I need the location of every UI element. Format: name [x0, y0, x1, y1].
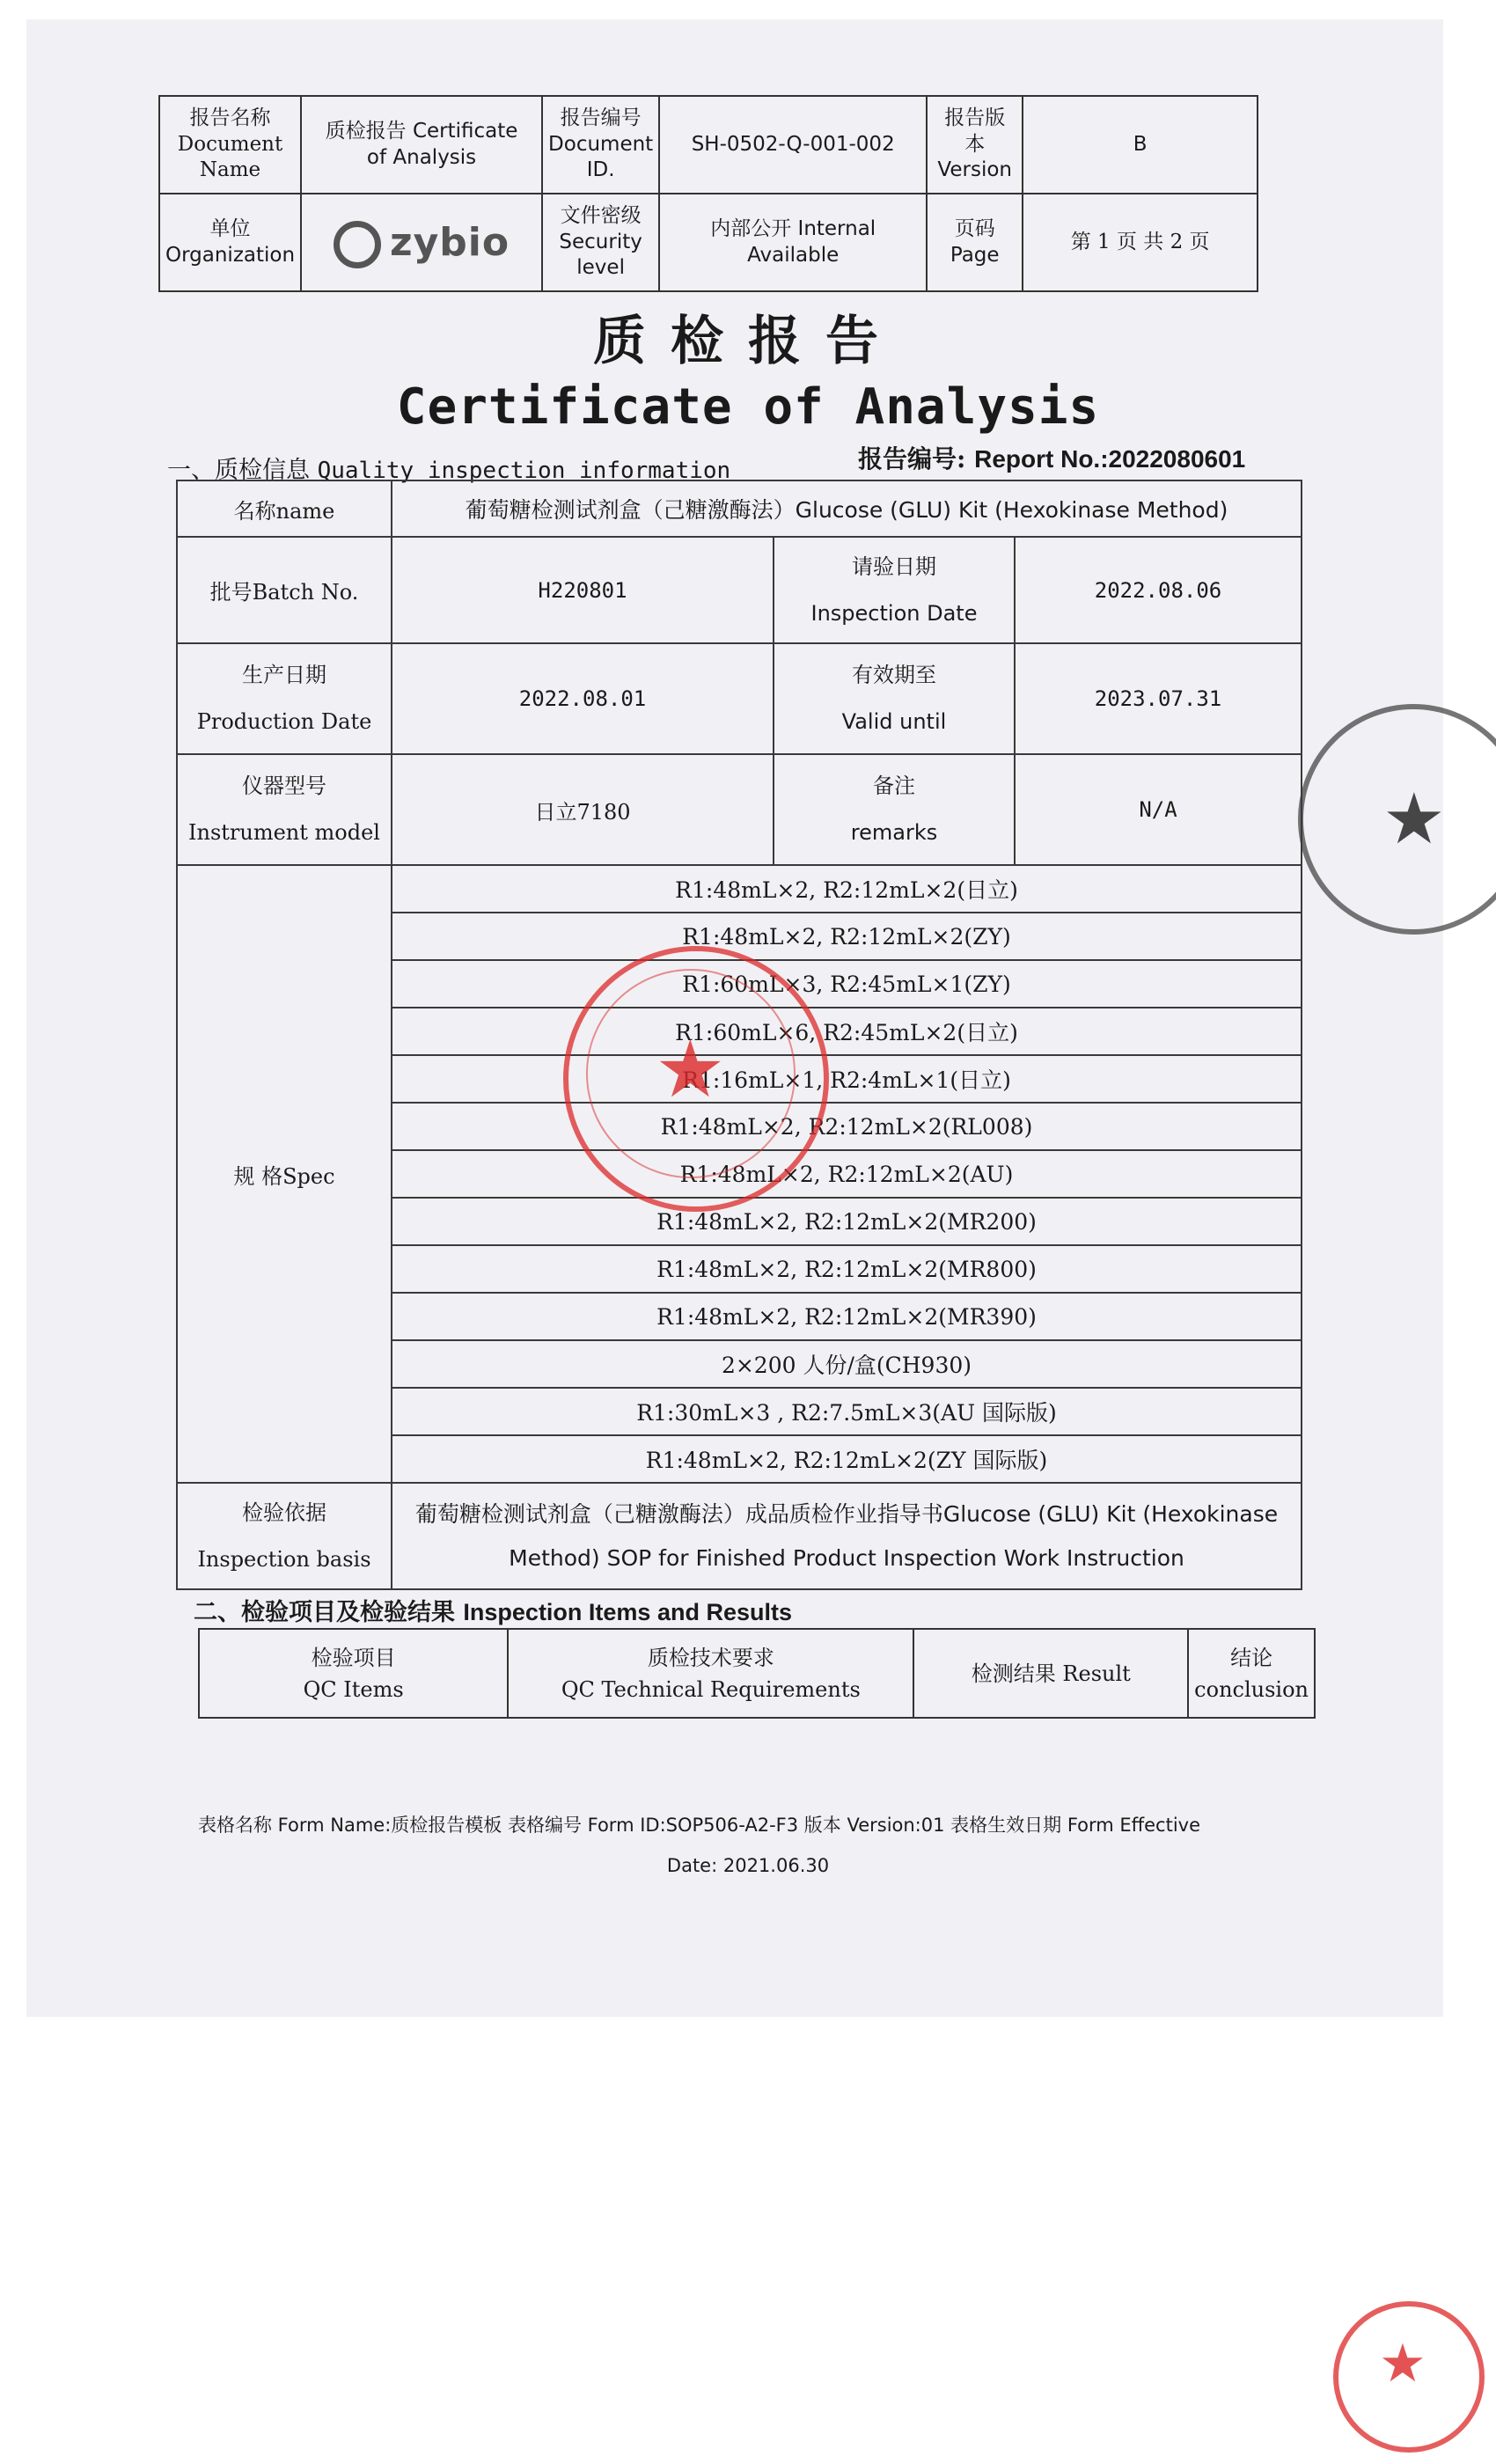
instrument-value: 日立7180 — [392, 754, 774, 865]
inspection-date-label-cn: 请验日期 — [852, 554, 936, 579]
org-logo-text: zybio — [389, 219, 510, 265]
inspection-date-label-en: Inspection Date — [810, 600, 978, 626]
title-en: Certificate of Analysis — [396, 378, 1100, 436]
basis-label — [177, 1483, 392, 1589]
spec-item: 2×200 人份/盒(CH930) — [392, 1340, 1302, 1388]
spec-item: R1:48mL×2, R2:12mL×2(RL008) — [392, 1103, 1302, 1150]
spec-item: R1:48mL×2, R2:12mL×2(MR390) — [392, 1293, 1302, 1340]
spec-item: R1:60mL×3, R2:45mL×1(ZY) — [392, 960, 1302, 1008]
spec-item: R1:60mL×6, R2:45mL×2(日立) — [392, 1008, 1302, 1055]
section1-prefix: 一、质检信息 — [167, 457, 310, 484]
seal-star-icon: ★ — [655, 1023, 726, 1116]
report-no-label: 报告编号: — [858, 444, 966, 473]
title-cn: 质检报告 — [593, 311, 903, 372]
instrument-label — [177, 754, 392, 865]
zybio-logo-icon — [334, 221, 381, 268]
qc-items-header: 检验项目 QC Items — [199, 1629, 508, 1718]
org-label: 单位 Organization — [159, 194, 301, 291]
result-header: 检测结果 Result — [913, 1629, 1188, 1718]
doc-name-label: 报告名称 Document Name — [159, 96, 301, 194]
red-company-seal — [563, 946, 829, 1212]
report-number — [858, 440, 1245, 475]
footer-form-info: 表格名称 Form Name:质检报告模板 表格编号 Form ID:SOP506-A2-F3 版本 Version:01 表格生效日期 Form Effective — [198, 1815, 1201, 1836]
production-date-value: 2022.08.01 — [392, 643, 774, 754]
page-label: 页码 Page — [927, 194, 1023, 291]
production-date-label-en: Production Date — [196, 709, 372, 734]
red-invoice-seal — [1333, 2301, 1485, 2453]
spec-item: R1:48mL×2, R2:12mL×2(MR200) — [392, 1198, 1302, 1245]
report-no-value: Report No.:2022080601 — [974, 445, 1246, 473]
spec-label: 规 格Spec — [177, 865, 392, 1483]
spec-item: R1:48mL×2, R2:12mL×2(MR800) — [392, 1245, 1302, 1293]
basis-label-en: Inspection basis — [197, 1546, 371, 1572]
instrument-label-en: Instrument model — [188, 820, 380, 845]
security-label: 文件密级 Security level — [542, 194, 659, 291]
section1-label-en: Quality inspection information — [317, 458, 731, 484]
doc-name-value: 质检报告 Certificate of Analysis — [301, 96, 542, 194]
remarks-label-en: remarks — [850, 820, 938, 845]
remarks-value: N/A — [1015, 754, 1302, 865]
spec-item: R1:48mL×2, R2:12mL×2(ZY 国际版) — [392, 1435, 1302, 1483]
section2-heading — [194, 1593, 792, 1627]
results-table — [198, 1628, 1316, 1719]
spec-item: R1:48mL×2, R2:12mL×2(日立) — [392, 865, 1302, 913]
section2-label-en: Inspection Items and Results — [463, 1599, 792, 1625]
valid-until-value: 2023.07.31 — [1015, 643, 1302, 754]
seal-star-icon: ★ — [1382, 778, 1446, 860]
spec-item: R1:16mL×1, R2:4mL×1(日立) — [392, 1055, 1302, 1103]
valid-until-label — [774, 643, 1015, 754]
security-value: 内部公开 Internal Available — [659, 194, 927, 291]
basis-label-cn: 检验依据 — [242, 1500, 326, 1525]
production-date-label-cn: 生产日期 — [242, 663, 326, 688]
name-value: 葡萄糖检测试剂盒（己糖激酶法）Glucose (GLU) Kit (Hexokinase Method) — [392, 480, 1302, 537]
version-value: B — [1023, 96, 1258, 194]
section2-prefix: 二、检验项目及检验结果 — [194, 1599, 455, 1626]
doc-id-value: SH-0502-Q-001-002 — [659, 96, 927, 194]
basis-value: 葡萄糖检测试剂盒（己糖激酶法）成品质检作业指导书Glucose (GLU) Kit (Hexokinase Method) SOP for Finished Product Inspection Work Instruction — [392, 1483, 1302, 1589]
batch-value: H220801 — [392, 537, 774, 643]
spec-item: R1:30mL×3 , R2:7.5mL×3(AU 国际版) — [392, 1388, 1302, 1435]
valid-until-label-cn: 有效期至 — [852, 663, 936, 688]
org-logo — [301, 194, 542, 291]
valid-until-label-en: Valid until — [841, 709, 947, 734]
instrument-label-cn: 仪器型号 — [242, 774, 326, 799]
name-label: 名称name — [177, 480, 392, 537]
spec-item: R1:48mL×2, R2:12mL×2(AU) — [392, 1150, 1302, 1198]
inspection-date-label — [774, 537, 1015, 643]
remarks-label — [774, 754, 1015, 865]
spec-item: R1:48mL×2, R2:12mL×2(ZY) — [392, 913, 1302, 960]
seal-star-icon: ★ — [1379, 2333, 1426, 2394]
footer-date: Date: 2021.06.30 — [666, 1855, 830, 1876]
doc-id-label: 报告编号 Document ID. — [542, 96, 659, 194]
inspection-date-value: 2022.08.06 — [1015, 537, 1302, 643]
version-label: 报告版 本 Version — [927, 96, 1023, 194]
batch-label: 批号Batch No. — [177, 537, 392, 643]
conclusion-header: 结论 conclusion — [1188, 1629, 1315, 1718]
production-date-label — [177, 643, 392, 754]
remarks-label-cn: 备注 — [873, 774, 915, 799]
page-value: 第 1 页 共 2 页 — [1023, 194, 1258, 291]
document-header-table — [158, 95, 1258, 292]
qc-requirements-header: 质检技术要求 QC Technical Requirements — [508, 1629, 913, 1718]
